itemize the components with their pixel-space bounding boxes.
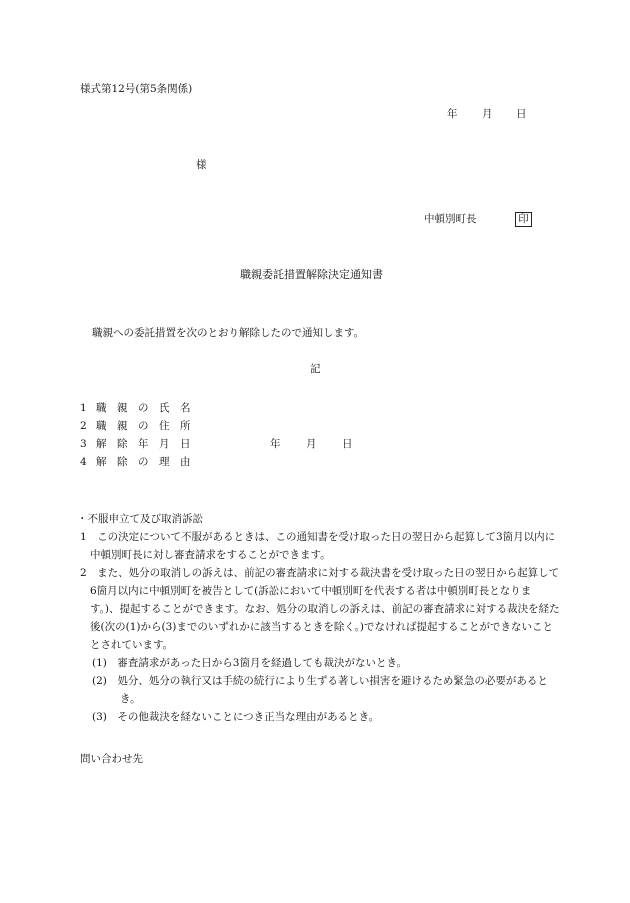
contact-label: 問い合わせ先 <box>80 753 143 765</box>
appeal-subitem-3: (3) その他裁決を経ないことにつき正当な理由があるとき。 <box>92 711 380 723</box>
date-day-label: 日 <box>516 108 527 120</box>
document-title: 職親委託措置解除決定通知書 <box>240 268 383 281</box>
item3-year: 年 <box>270 438 281 450</box>
ki-label: 記 <box>310 363 321 375</box>
date-year-label: 年 <box>447 108 458 120</box>
appeal-subitem-1: (1) 審査請求があった日から3箇月を経過しても裁決がないとき。 <box>92 657 408 669</box>
appeal-heading: ・不服申立て及び取消訴訟 <box>77 513 203 525</box>
body-text: 職親への委託措置を次のとおり解除したので通知します。 <box>92 327 365 339</box>
item3-day: 日 <box>342 438 353 450</box>
addressee-suffix: 様 <box>196 159 207 171</box>
item-number: 2 <box>80 420 87 432</box>
item-number: 3 <box>80 438 87 450</box>
date-month-label: 月 <box>482 108 493 120</box>
item-label: 解 除 年 月 日 <box>96 438 191 450</box>
form-number: 様式第12号(第5条関係) <box>80 83 193 95</box>
item-label: 職 親 の 住 所 <box>96 420 191 432</box>
appeal-subitem-2: (2) 処分、処分の執行又は手続の続行により生ずる著しい損害を避けるため緊急の必要があるとき。 <box>92 675 548 705</box>
seal-mark: 印 <box>515 212 532 227</box>
item-number: 1 <box>80 402 87 414</box>
item3-month: 月 <box>306 438 317 450</box>
appeal-paragraph-1: 1 この決定について不服があるときは、この通知書を受け取った日の翌日から起算して3箇月以内に中頓別町長に対し審査請求をすることができます。 <box>80 531 556 561</box>
issuer-block <box>424 212 532 227</box>
appeal-section <box>77 510 560 726</box>
issuer-name: 中頓別町長 <box>424 213 477 225</box>
item-label: 職 親 の 氏 名 <box>96 402 191 414</box>
item-number: 4 <box>80 456 87 468</box>
appeal-paragraph-2: 2 また、処分の取消しの訴えは、前記の審査請求に対する裁決書を受け取った日の翌日から起算して6箇月以内に中頓別町を被告として(訴訟において中頓別町を代表する者は中頓別町長となります。)、提起することができます。なお、処分の取消しの訴えは、前記の審査請求に対する裁決を経た後(次の(1)から(3)までのいずれかに該当するときを除く。)でなければ提起することができないこととされています。 <box>80 567 560 651</box>
item-label: 解 除 の 理 由 <box>96 456 191 468</box>
